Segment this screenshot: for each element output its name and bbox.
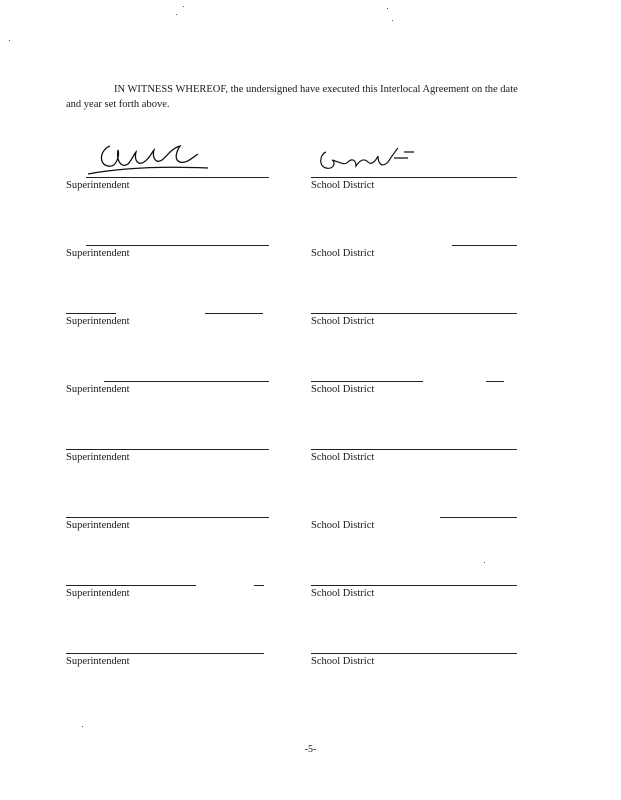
superintendent-signature-line[interactable] [86, 245, 269, 246]
superintendent-label: Superintendent [66, 588, 130, 599]
superintendent-signature-line[interactable] [66, 585, 196, 586]
superintendent-signature-line[interactable] [86, 177, 269, 178]
signature-row-1 [0, 150, 621, 191]
school-district-label: School District [311, 316, 375, 327]
signature-row-2 [0, 218, 621, 259]
signature-row-8 [0, 626, 621, 667]
witness-lead: IN WITNESS WHEREOF, [114, 84, 228, 95]
school-district-label: School District [311, 452, 375, 463]
superintendent-signature [80, 142, 230, 176]
superintendent-label: Superintendent [66, 452, 130, 463]
superintendent-signature-line-part [254, 585, 264, 586]
witness-paragraph [66, 82, 518, 112]
school-district-signature-line-part [486, 381, 504, 382]
scan-speck [176, 14, 177, 15]
scan-speck [9, 40, 10, 41]
school-district-signature-line[interactable] [311, 585, 517, 586]
school-district-signature-line[interactable] [311, 381, 423, 382]
signature-row-4 [0, 354, 621, 395]
school-district-label: School District [311, 520, 375, 531]
school-district-label: School District [311, 656, 375, 667]
school-district-signature-line[interactable] [311, 449, 517, 450]
superintendent-signature-line[interactable] [104, 381, 269, 382]
superintendent-label: Superintendent [66, 656, 130, 667]
school-district-signature-line[interactable] [440, 517, 517, 518]
superintendent-signature-line[interactable] [66, 653, 264, 654]
signature-row-3 [0, 286, 621, 327]
school-district-signature [312, 146, 422, 174]
signature-row-5 [0, 422, 621, 463]
scan-speck [82, 726, 83, 727]
superintendent-label: Superintendent [66, 384, 130, 395]
school-district-label: School District [311, 180, 375, 191]
school-district-signature-line[interactable] [311, 313, 517, 314]
school-district-signature-line[interactable] [311, 653, 517, 654]
superintendent-signature-line[interactable] [66, 517, 269, 518]
superintendent-label: Superintendent [66, 316, 130, 327]
signature-row-7 [0, 558, 621, 599]
superintendent-signature-line[interactable] [66, 449, 269, 450]
superintendent-signature-line[interactable] [66, 313, 116, 314]
school-district-label: School District [311, 588, 375, 599]
superintendent-signature-line-part [205, 313, 263, 314]
superintendent-label: Superintendent [66, 248, 130, 259]
scan-speck [392, 20, 393, 21]
school-district-signature-line[interactable] [311, 177, 517, 178]
school-district-signature-line[interactable] [452, 245, 517, 246]
witness-text: the undersigned have executed this Interlocal Agreement on the date and year set forth above. [66, 84, 518, 110]
superintendent-label: Superintendent [66, 520, 130, 531]
scan-speck [387, 8, 388, 9]
signature-row-6 [0, 490, 621, 531]
school-district-label: School District [311, 384, 375, 395]
scan-speck [484, 562, 485, 563]
school-district-label: School District [311, 248, 375, 259]
scan-speck [183, 6, 184, 7]
page-number: -5- [304, 744, 317, 755]
superintendent-label: Superintendent [66, 180, 130, 191]
